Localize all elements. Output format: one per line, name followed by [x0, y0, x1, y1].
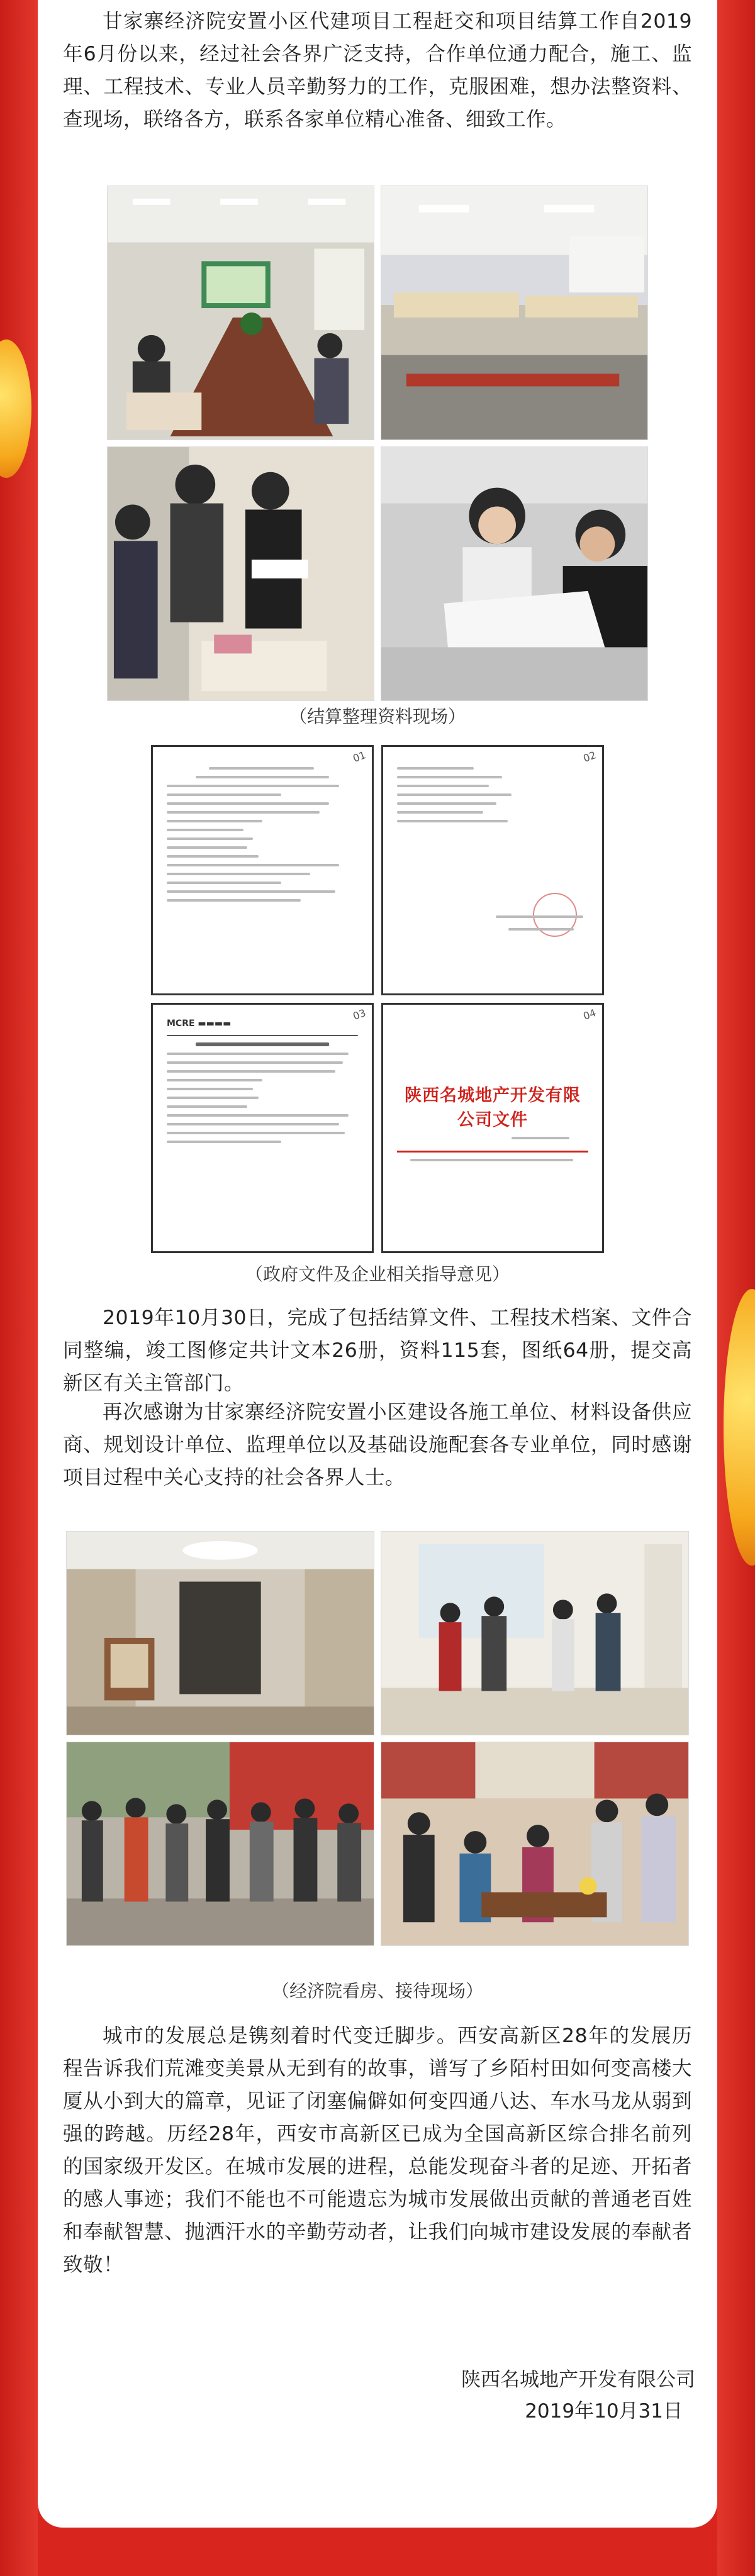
document-number: 04: [581, 1007, 598, 1022]
right-border: [717, 0, 755, 2576]
paragraph-intro: 甘家寨经济院安置小区代建项目工程赶交和项目结算工作自2019年6月份以来，经过社会各界广泛支持，合作单位通力配合，施工、监理、工程技术、专业人员辛勤努力的工作，克服困难，想办法整资料、查现场，联络各方，联系各家单位精心准备、细致工作。: [63, 10, 692, 131]
photo-show-flat: [381, 1531, 689, 1735]
company-logo: MCRE ▬▬▬▬: [167, 1019, 232, 1029]
document-page-4: [381, 1003, 604, 1253]
document-grid: [151, 745, 604, 1253]
signature-block: [381, 2364, 695, 2427]
paragraph-thanks: 再次感谢为甘家寨经济院安置小区建设各施工单位、材料设备供应商、规划设计单位、监理单位以及基础设施配套各专业单位，同时感谢项目过程中关心支持的社会各界人士。: [63, 1401, 692, 1489]
signature-company: 陕西名城地产开发有限公司: [461, 2369, 695, 2391]
caption-reception: （经济院看房、接待现场）: [271, 1981, 483, 2001]
document-number: 01: [351, 749, 367, 765]
photo-lobby: [66, 1531, 374, 1735]
photo-review-documents: [381, 446, 648, 701]
photo-archive-shelves: [381, 185, 648, 440]
document-red-header: 陕西名城地产开发有限公司文件: [405, 1086, 581, 1130]
signature-date: 2019年10月31日: [525, 2400, 683, 2423]
article-panel: [38, 0, 717, 2528]
photo-meeting-room: [107, 185, 374, 440]
paragraph-city-development: 城市的发展总是镌刻着时代变迁脚步。西安高新区28年的发展历程告诉我们荒滩变美景从无到有的故事，谱写了乡陌村田如何变高楼大厦从小到大的篇章，见证了闭塞偏僻如何变四通八达、车水马龙从弱到强的跨越。历经28年，西安市高新区已成为全国高新区综合排名前列的国家级开发区。在城市发展的进程，总能发现奋斗者的足迹、开拓者的感人事迹；我们不能也不可能遗忘为城市发展做出贡献的普通老百姓和奉献智慧、抛洒汗水的辛勤劳动者，让我们向城市建设发展的奉献者致敬！: [63, 2025, 692, 2276]
caption-settlement: （结算整理资料现场）: [289, 706, 466, 727]
photo-visitors-outdoor: [66, 1742, 374, 1946]
caption-documents: （政府文件及企业相关指导意见）: [245, 1264, 510, 1285]
photo-grid-settlement: [107, 185, 648, 701]
photo-reception-desk: [381, 1742, 689, 1946]
document-page-3: [151, 1003, 374, 1253]
photo-grid-reception: [66, 1531, 689, 1946]
document-number: 03: [351, 1007, 367, 1022]
document-page-1: [151, 745, 374, 995]
document-page-2: [381, 745, 604, 995]
paragraph-completion: 2019年10月30日，完成了包括结算文件、工程技术档案、文件合同整编，竣工图修定共计文本26册，资料115套，图纸64册，提交高新区有关主管部门。: [63, 1307, 692, 1395]
red-rule: [397, 1151, 588, 1153]
document-number: 02: [581, 749, 598, 765]
photo-staff-checking: [107, 446, 374, 701]
